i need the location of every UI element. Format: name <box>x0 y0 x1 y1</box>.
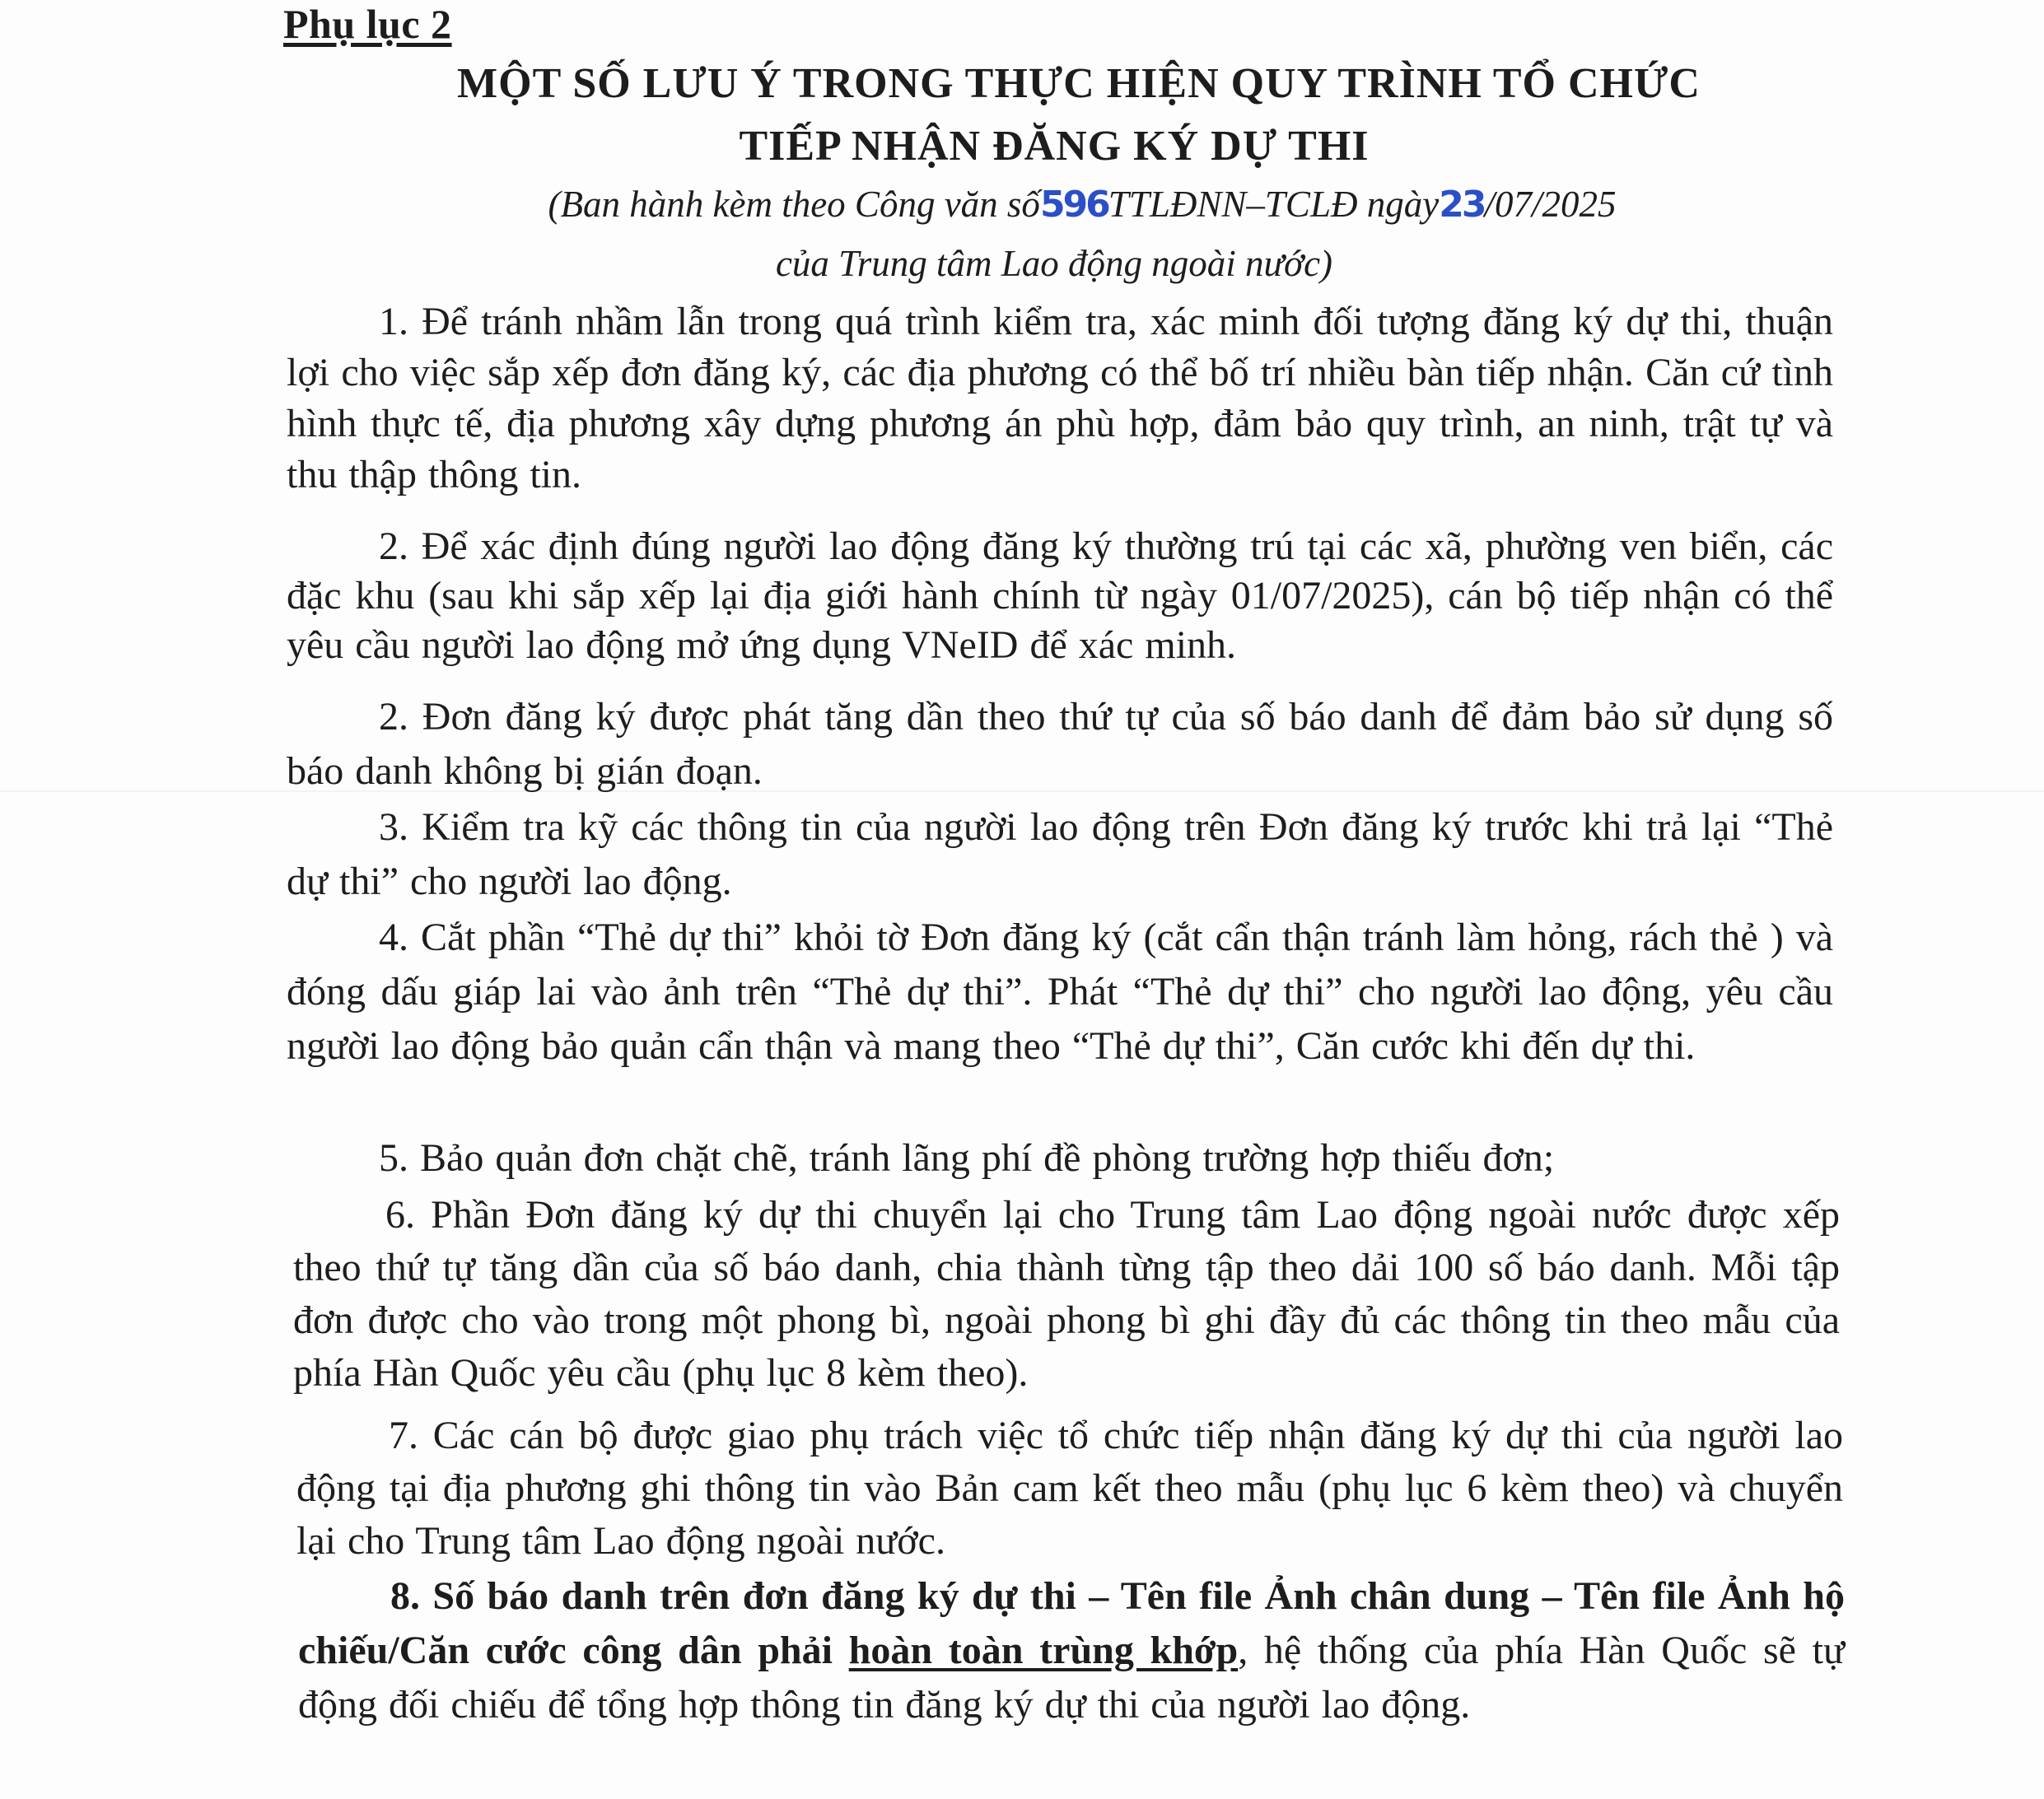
document-title-line-1: MỘT SỐ LƯU Ý TRONG THỰC HIỆN QUY TRÌNH TỔ CHỨC <box>457 60 1701 107</box>
appendix-label: Phụ lục 2 <box>283 1 452 47</box>
issued-by-line-2: của Trung tâm Lao động ngoài nước) <box>775 243 1333 284</box>
issued-prefix: (Ban hành kèm theo Công văn số <box>548 184 1040 225</box>
paragraph-8: 7. Các cán bộ được giao phụ trách việc tổ chức tiếp nhận đăng ký dự thi của người lao động tại địa phương ghi thông tin vào Bản cam kết theo mẫu (phụ lục 6 kèm theo) và chuyển lại cho Trung tâm Lao động ngoài nước. <box>296 1414 1843 1563</box>
paragraph-9-underlined: hoàn toàn trùng khớp <box>848 1629 1239 1672</box>
handwritten-doc-number: 596 <box>1039 184 1108 226</box>
document-title-line-2: TIẾP NHẬN ĐĂNG KÝ DỰ THI <box>739 123 1370 170</box>
paragraph-9-bold: 8. Số báo danh trên đơn đăng ký dự thi – Tên file Ảnh chân dung – Tên file Ảnh hộ chiếu/Căn cước công dân phải <box>298 1574 1845 1672</box>
paragraph-4: 3. Kiểm tra kỹ các thông tin của người lao động trên Đơn đăng ký trước khi trả lại “Thẻ dự thi” cho người lao động. <box>287 805 1833 903</box>
paragraph-6: 5. Bảo quản đơn chặt chẽ, tránh lãng phí đề phòng trường hợp thiếu đơn; <box>379 1136 1555 1180</box>
paragraph-5: 4. Cắt phần “Thẻ dự thi” khỏi tờ Đơn đăng ký (cắt cẩn thận tránh làm hỏng, rách thẻ ) và đóng dấu giáp lai vào ảnh trên “Thẻ dự thi”. Phát “Thẻ dự thi” cho người lao động, yêu cầu người lao động bảo quản cẩn thận và mang theo “Thẻ dự thi”, Căn cước khi đến dự thi. <box>287 916 1833 1068</box>
issued-date-rest: /07/2025 <box>1484 184 1617 225</box>
scan-artifact-line <box>0 790 2044 792</box>
paragraph-7: 6. Phần Đơn đăng ký dự thi chuyển lại cho Trung tâm Lao động ngoài nước được xếp theo thứ tự tăng dần của số báo danh, chia thành từng tập theo dải 100 số báo danh. Mỗi tập đơn được cho vào trong một phong bì, ngoài phong bì ghi đầy đủ các thông tin theo mẫu của phía Hàn Quốc yêu cầu (phụ lục 8 kèm theo). <box>293 1193 1840 1395</box>
issued-doc-code: TTLĐNN–TCLĐ ngày <box>1108 184 1440 225</box>
handwritten-day: 23 <box>1439 184 1485 226</box>
paragraph-9 <box>298 1569 1845 1732</box>
paragraph-1: 1. Để tránh nhầm lẫn trong quá trình kiểm tra, xác minh đối tượng đăng ký dự thi, thuận lợi cho việc sắp xếp đơn đăng ký, các địa phương có thể bố trí nhiều bàn tiếp nhận. Căn cứ tình hình thực tế, địa phương xây dựng phương án phù hợp, đảm bảo quy trình, an ninh, trật tự và thu thập thông tin. <box>287 300 1833 496</box>
issued-by-line <box>193 183 1972 226</box>
paragraph-2: 2. Để xác định đúng người lao động đăng ký thường trú tại các xã, phường ven biển, các đặc khu (sau khi sắp xếp lại địa giới hành chính từ ngày 01/07/2025), cán bộ tiếp nhận có thể yêu cầu người lao động mở ứng dụng VNeID để xác minh. <box>287 524 1833 667</box>
paragraph-3: 2. Đơn đăng ký được phát tăng dần theo thứ tự của số báo danh để đảm bảo sử dụng số báo danh không bị gián đoạn. <box>287 695 1833 793</box>
paragraph-9-rest: , hệ thống của phía Hàn Quốc sẽ tự động đối chiếu để tổng hợp thông tin đăng ký dự thi của người lao động. <box>298 1629 1845 1727</box>
